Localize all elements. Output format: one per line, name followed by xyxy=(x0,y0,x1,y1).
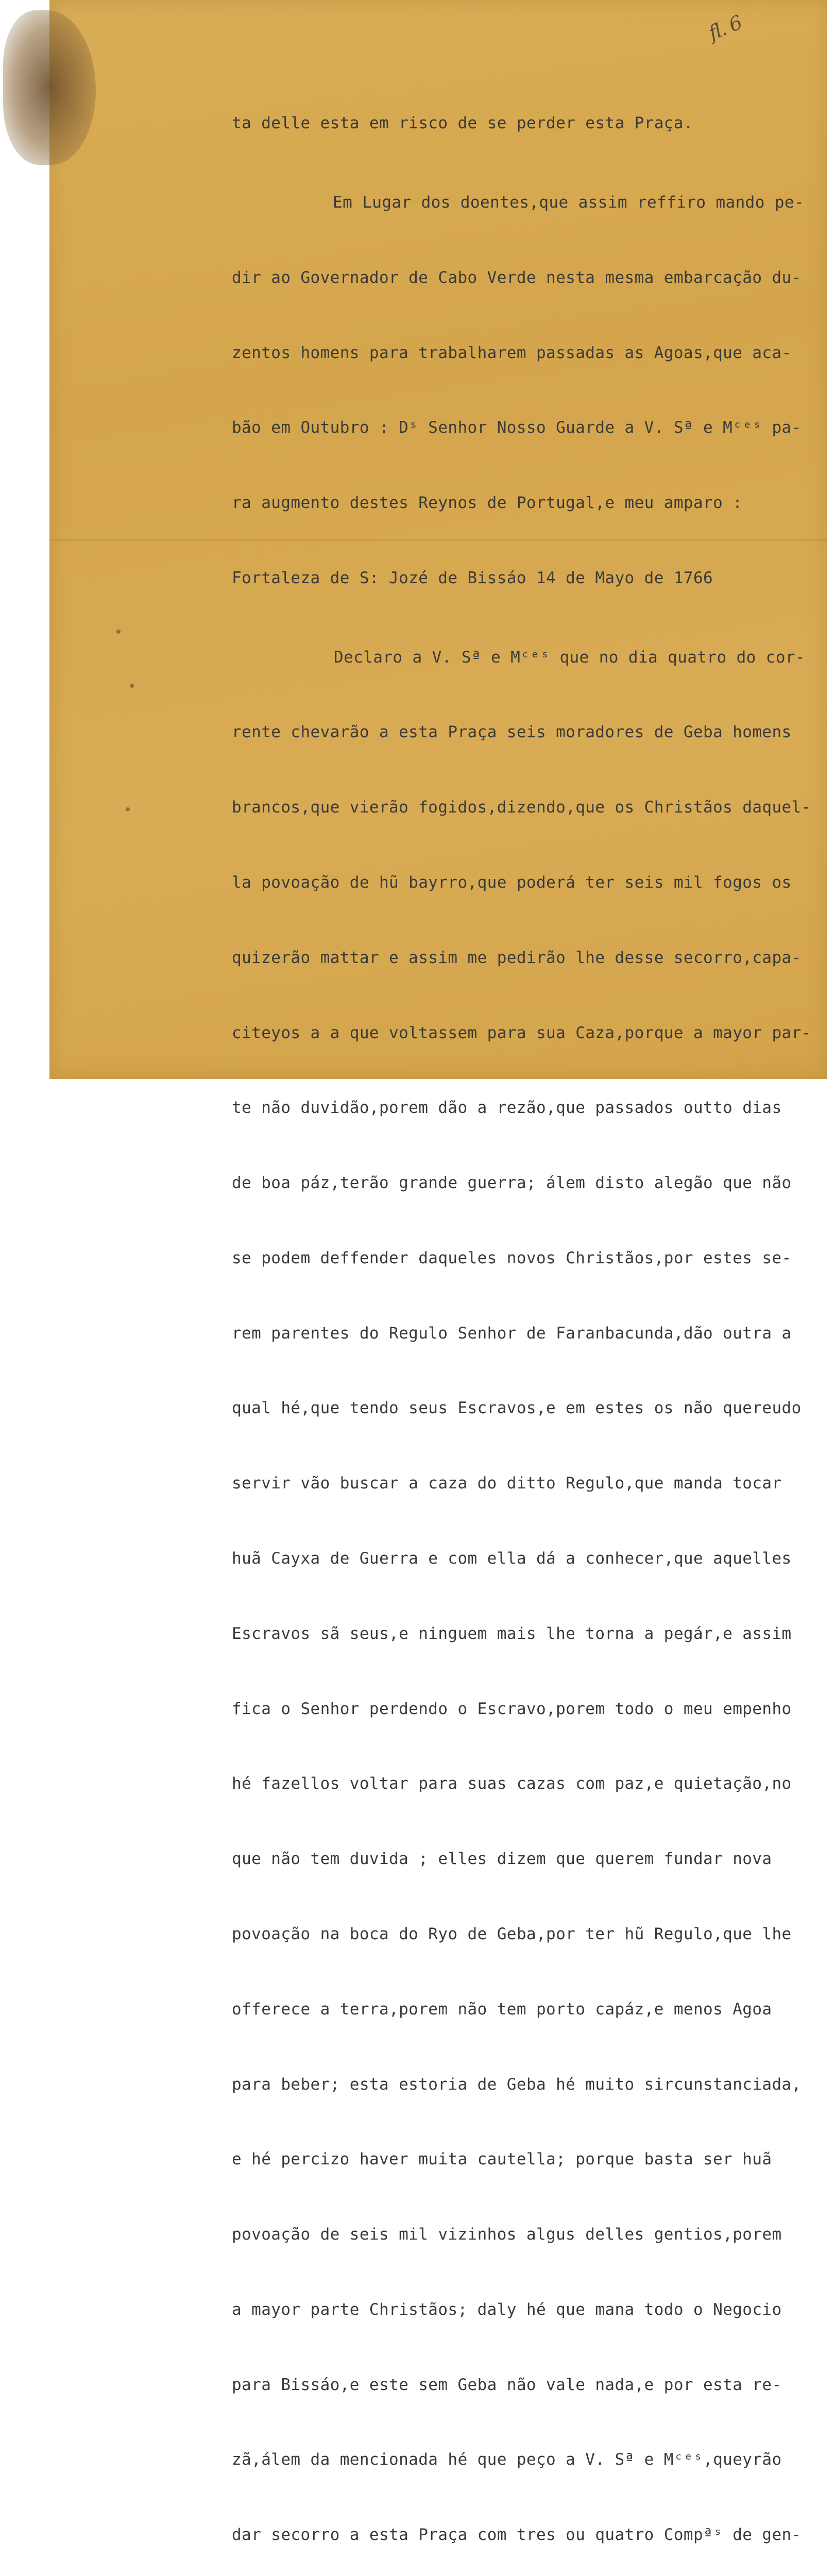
text-line: Declaro a V. Sª e Mᶜᵉˢ que no dia quatro do cor- xyxy=(334,648,806,667)
text-line: ta delle esta em risco de se perder esta Praça. xyxy=(232,114,693,133)
text-line: rente chevarão a esta Praça seis moradores de Geba homens xyxy=(232,723,792,742)
text-line: fica o Senhor perdendo o Escravo,porem todo o meu empenho xyxy=(232,1699,792,1718)
text-line: para beber; esta estoria de Geba hé muito sircunstanciada, xyxy=(232,2075,802,2094)
text-line: te não duvidão,porem dão a rezão,que passados outto dias xyxy=(232,1098,782,1117)
text-line: la povoação de hũ bayrro,que poderá ter seis mil fogos os xyxy=(232,873,792,892)
text-line: se podem deffender daqueles novos Christãos,por estes se- xyxy=(232,1248,792,1267)
text-line: huã Cayxa de Guerra e com ella dá a conhecer,que aquelles xyxy=(232,1549,792,1568)
text-line: bão em Outubro : Dˢ Senhor Nosso Guarde a V. Sª e Mᶜᵉˢ pa- xyxy=(232,418,802,437)
text-line: Fortaleza de S: Jozé de Bissáo 14 de Mayo de 1766 xyxy=(232,568,713,587)
letter-body xyxy=(232,61,824,2576)
text-line: a mayor parte Christãos; daly hé que mana todo o Negocio xyxy=(232,2300,782,2319)
pencil-folio-note: fl. 6 xyxy=(705,11,745,45)
text-line: servir vão buscar a caza do ditto Regulo,que manda tocar xyxy=(232,1474,782,1493)
text-line: dar secorro a esta Praça com tres ou quatro Compªˢ de gen- xyxy=(232,2526,802,2545)
paper-speck xyxy=(116,630,121,634)
text-line: zã,álem da mencionada hé que peço a V. Sª e Mᶜᵉˢ,queyrão xyxy=(232,2450,782,2469)
text-line: dir ao Governador de Cabo Verde nesta mesma embarcação du- xyxy=(232,268,802,287)
text-line: quizerão mattar e assim me pedirão lhe desse secorro,capa- xyxy=(232,948,802,967)
paper-speck xyxy=(126,807,130,811)
text-line: que não tem duvida ; elles dizem que querem fundar nova xyxy=(232,1850,772,1869)
text-line: ra augmento destes Reynos de Portugal,e meu amparo : xyxy=(232,494,743,513)
text-line: para Bissáo,e este sem Geba não vale nada,e por esta re- xyxy=(232,2375,782,2394)
text-line: qual hé,que tendo seus Escravos,e em estes os não quereudo xyxy=(232,1399,802,1418)
paper-damage-stain xyxy=(3,10,96,165)
text-line: citeyos a a que voltassem para sua Caza,porque a mayor par- xyxy=(232,1023,811,1042)
text-line: de boa páz,terão grande guerra; álem disto alegão que não xyxy=(232,1174,792,1193)
text-line: povoação de seis mil vizinhos algus delles gentios,porem xyxy=(232,2225,782,2244)
text-line: zentos homens para trabalharem passadas as Agoas,que aca- xyxy=(232,343,792,362)
text-line: hé fazellos voltar para suas cazas com paz,e quietação,no xyxy=(232,1774,792,1793)
text-line: offerece a terra,porem não tem porto capáz,e menos Agoa xyxy=(232,1999,772,2019)
text-line: povoação na boca do Ryo de Geba,por ter hũ Regulo,que lhe xyxy=(232,1924,792,1943)
text-line: Escravos sã seus,e ninguem mais lhe torna a pegár,e assim xyxy=(232,1624,792,1643)
text-line: e hé percizo haver muita cautella; porque basta ser huã xyxy=(232,2150,772,2169)
text-line: Em Lugar dos doentes,que assim reffiro mando pe- xyxy=(333,193,805,212)
text-line: brancos,que vierão fogidos,dizendo,que os Christãos daquel- xyxy=(232,798,811,817)
text-line: rem parentes do Regulo Senhor de Faranbacunda,dão outra a xyxy=(232,1324,792,1343)
paper-speck xyxy=(130,684,134,688)
